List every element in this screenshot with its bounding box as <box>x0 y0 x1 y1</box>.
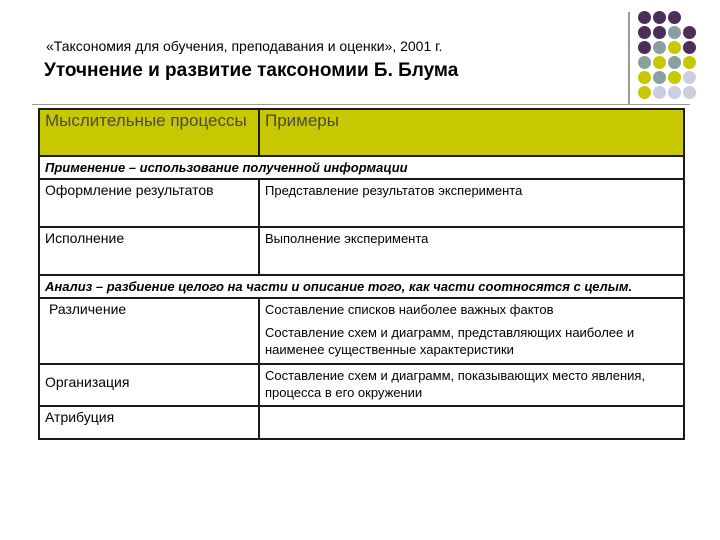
table-header-row <box>39 109 684 156</box>
header-cell-examples: Примеры <box>259 109 684 156</box>
dot-icon <box>638 26 651 39</box>
process-cell: Различение <box>39 298 259 364</box>
dot-icon <box>668 41 681 54</box>
examples-cell <box>259 179 684 227</box>
dot-icon <box>638 86 651 99</box>
dot-icon <box>668 56 681 69</box>
process-cell: Атрибуция <box>39 406 259 439</box>
examples-cell <box>259 364 684 406</box>
dot-icon <box>653 41 666 54</box>
example-text: Составление схем и диаграмм, представляющих наиболее и наименее существенные характеристики <box>265 325 635 357</box>
dot-icon <box>653 56 666 69</box>
table-row <box>39 364 684 406</box>
taxonomy-table <box>38 108 685 440</box>
examples-cell <box>259 406 684 439</box>
header-cell-processes: Мыслительные процессы <box>39 109 259 156</box>
example-text: Составление схем и диаграмм, показывающих место явления, процесса в его окружении <box>265 368 646 400</box>
dot-icon <box>668 11 681 24</box>
section-title-application: Применение – использование полученной информации <box>39 156 684 179</box>
decor-horizontal-line <box>32 104 690 105</box>
example-text: Представление результатов эксперимента <box>265 183 523 198</box>
dot-icon <box>683 71 696 84</box>
section-row <box>39 156 684 179</box>
process-cell: Исполнение <box>39 227 259 275</box>
example-text: Выполнение эксперимента <box>265 231 429 246</box>
dot-icon <box>653 71 666 84</box>
dot-icon <box>668 71 681 84</box>
decor-vertical-line <box>628 12 630 105</box>
dot-icon <box>638 71 651 84</box>
table-row <box>39 227 684 275</box>
dot-icon <box>683 56 696 69</box>
table-row <box>39 298 684 364</box>
section-title-analysis: Анализ – разбиение целого на части и описание того, как части соотносятся с целым. <box>39 275 684 298</box>
section-row <box>39 275 684 298</box>
dot-icon <box>653 11 666 24</box>
process-cell: Организация <box>39 364 259 406</box>
dot-icon <box>668 86 681 99</box>
dot-icon <box>683 26 696 39</box>
process-cell: Оформление результатов <box>39 179 259 227</box>
table-row <box>39 179 684 227</box>
table-row <box>39 406 684 439</box>
examples-cell <box>259 298 684 364</box>
examples-cell <box>259 227 684 275</box>
dot-icon <box>683 86 696 99</box>
slide-subtitle: «Таксономия для обучения, преподавания и оценки», 2001 г. <box>46 38 443 54</box>
dot-icon <box>653 86 666 99</box>
slide-title: Уточнение и развитие таксономии Б. Блума <box>44 60 459 81</box>
dot-icon <box>668 26 681 39</box>
dot-icon <box>653 26 666 39</box>
dot-icon <box>638 56 651 69</box>
example-text: Составление списков наиболее важных фактов <box>265 302 554 317</box>
dot-icon <box>638 11 651 24</box>
dot-icon <box>638 41 651 54</box>
dot-icon <box>683 41 696 54</box>
